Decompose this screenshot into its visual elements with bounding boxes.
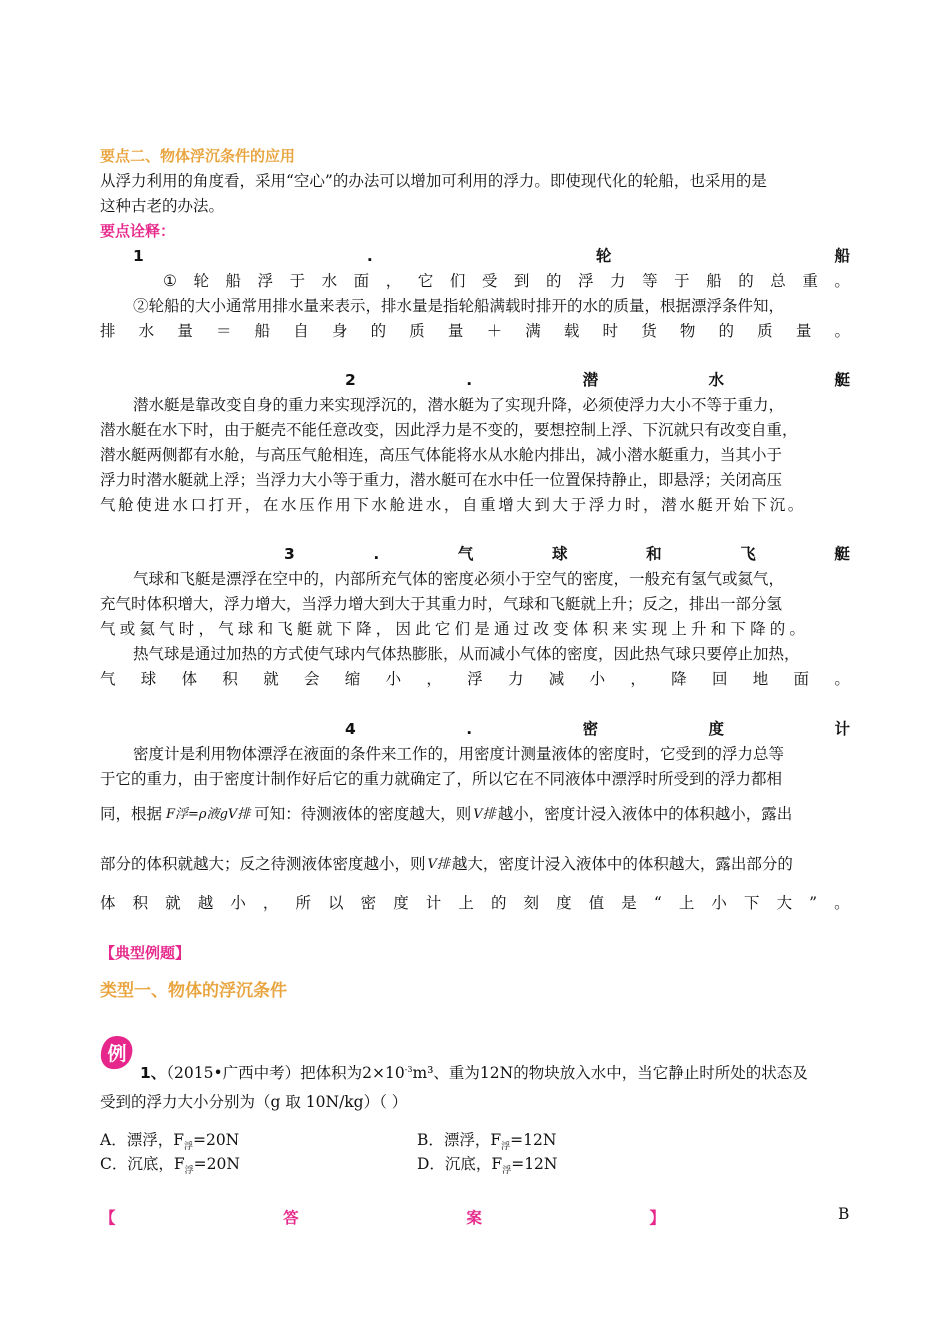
hydro-line-1: 密度计是利用物体漂浮在液面的条件来工作的，用密度计测量液体的密度时，它受到的浮力总等: [133, 745, 785, 763]
buoyancy-formula: F浮=ρ液gV排: [166, 807, 251, 822]
option-b[interactable]: B．漂浮，$F_浮=12N$: [417, 1131, 557, 1153]
ship-line-1: ① 轮 船 浮 于 水 面 ， 它 们 受 到 的 浮 力 等 于 船 的 总 重 。: [163, 272, 850, 290]
subtitle-submarine: 2 . 潜 水 艇: [345, 371, 850, 389]
answer-value: B: [838, 1205, 850, 1223]
balloon-line-5: 气 球 体 积 就 会 缩 小 ， 浮 力 减 小 ， 降 回 地 面 。: [100, 670, 850, 688]
hydro-line-3: 同，根据 F浮=ρ液gV排 可知：待测液体的密度越大，则 V排 越小，密度计浸入液体中的体积越小，露出: [100, 800, 850, 829]
type-heading: 类型一、物体的浮沉条件: [100, 981, 287, 1001]
answer-label: 【 答 案 】: [100, 1208, 665, 1227]
question-number: 1、: [140, 1064, 167, 1083]
sub-line-2: 潜水艇在水下时，由于艇壳不能任意改变，因此浮力是不变的，要想控制上浮、下沉就只有改变自重，: [100, 421, 798, 439]
sub-line-3: 潜水艇两侧都有水舱，与高压气舱相连，高压气体能将水从水舱内排出，减小潜水艇重力，当其小于: [100, 446, 783, 464]
example-badge-icon: [98, 1034, 136, 1072]
examples-heading: 【典型例题】: [100, 944, 191, 962]
sub-line-1: 潜水艇是靠改变自身的重力来实现浮沉的，潜水艇为了实现升降，必须使浮力大小不等于重力，: [133, 396, 785, 414]
ship-line-2: ②轮船的大小通常用排水量来表示，排水量是指轮船满载时排开的水的质量，根据漂浮条件知，: [133, 297, 785, 315]
subtitle-ship: 1 . 轮 船: [133, 247, 850, 265]
sub-line-4: 浮力时潜水艇就上浮；当浮力大小等于重力，潜水艇可在水中任一位置保持静止，即悬浮；关闭高压: [100, 471, 783, 489]
balloon-line-2: 充气时体积增大，浮力增大，当浮力增大到大于其重力时，气球和飞艇就上升；反之，排出一部分氢: [100, 595, 783, 613]
question-line-1: 1、（2015•广西中考）把体积为$2\times 10^{-3}m^3$、重为12N的物块放入水中，当它静止时所处的状态及: [140, 1064, 808, 1083]
balloon-line-4: 热气球是通过加热的方式使气球内气体热膨胀，从而减小气体的密度，因此热气球只要停止加热，: [133, 645, 800, 663]
subtitle-hydrometer: 4 . 密 度 计: [345, 720, 850, 738]
volume-symbol-2: V排: [427, 857, 450, 872]
explain-heading: 要点诠释：: [100, 222, 176, 240]
subtitle-balloon: 3 . 气 球 和 飞 艇: [284, 545, 850, 563]
balloon-line-1: 气球和飞艇是漂浮在空中的，内部所充气体的密度必须小于空气的密度，一般充有氢气或氦气，: [133, 570, 785, 588]
question-line-2: 受到的浮力大小分别为（g 取 10N/kg）（ ）: [100, 1093, 408, 1111]
option-a[interactable]: A．漂浮，$F_浮=20N$: [100, 1131, 240, 1153]
intro-line-1: 从浮力利用的角度看，采用“空心”的办法可以增加可利用的浮力。即使现代化的轮船，也采用的是: [100, 172, 767, 190]
svg-text:例: 例: [107, 1043, 127, 1065]
intro-line-2: 这种古老的办法。: [100, 197, 225, 215]
option-c[interactable]: C．沉底，$F_浮=20N$: [100, 1155, 240, 1177]
option-d[interactable]: D．沉底，$F_浮=12N$: [417, 1155, 558, 1177]
sub-line-5: 气舱使进水口打开，在水压作用下水舱进水，自重增大到大于浮力时，潜水艇开始下沉。: [100, 496, 806, 514]
volume-symbol: V排: [473, 807, 496, 822]
section-heading: 要点二、物体浮沉条件的应用: [100, 147, 296, 165]
balloon-line-3: 气或氦气时，气球和飞艇就下降，因此它们是通过改变体积来实现上升和下降的。: [100, 620, 810, 638]
hydro-line-5: 体 积 就 越 小 ， 所 以 密 度 计 上 的 刻 度 值 是 “ 上 小 下 大 ” 。: [100, 894, 850, 912]
hydro-line-2: 于它的重力，由于密度计制作好后它的重力就确定了，所以它在不同液体中漂浮时所受到的浮力都相: [100, 770, 783, 788]
hydro-line-4: 部分的体积就越大；反之待测液体密度越小，则 V排 越大，密度计浸入液体中的体积越大，露出部分的: [100, 850, 850, 879]
ship-line-3: 排 水 量 ＝ 船 自 身 的 质 量 ＋ 满 载 时 货 物 的 质 量 。: [100, 322, 850, 340]
